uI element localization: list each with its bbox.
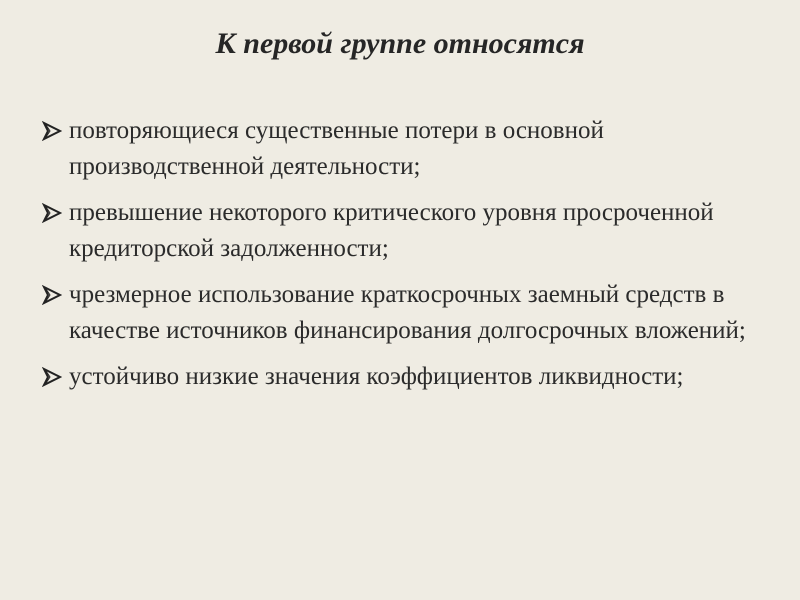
list-item	[40, 359, 760, 395]
list-item	[40, 195, 760, 267]
arrowhead-bullet-icon	[42, 367, 62, 387]
slide-title: К первой группе относятся	[215, 27, 585, 60]
bullet-text: повторяющиеся существенные потери в основной производственной деятельности;	[69, 117, 604, 180]
list-item	[40, 277, 760, 349]
bullet-text: чрезмерное использование краткосрочных заемный средств в качестве источников финансирования долгосрочных вложений;	[69, 281, 746, 344]
arrowhead-bullet-icon	[42, 121, 62, 141]
arrowhead-bullet-icon	[42, 203, 62, 223]
bullet-text: превышение некоторого критического уровня просроченной кредиторской задолженности;	[69, 199, 714, 262]
list-item	[40, 113, 760, 185]
bullet-list	[40, 113, 760, 405]
arrowhead-bullet-icon	[42, 285, 62, 305]
bullet-text: устойчиво низкие значения коэффициентов ликвидности;	[69, 363, 684, 390]
